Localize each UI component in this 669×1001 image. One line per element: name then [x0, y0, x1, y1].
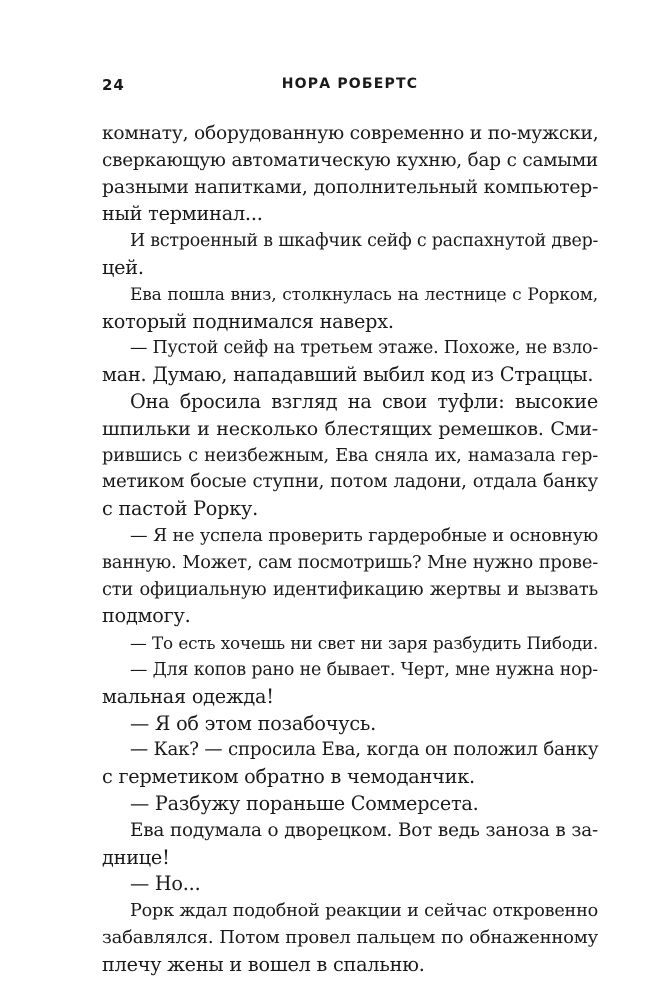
- text-line: цей.: [102, 255, 144, 279]
- text-line: сти официальную идентификацию жертвы и вызвать: [102, 578, 598, 600]
- text-line: — Для копов рано не бывает. Черт, мне нужна нор-: [130, 659, 598, 680]
- text-line: с герметиком обратно в чемоданчик.: [102, 765, 475, 789]
- text-line: метиком босые ступни, потом ладони, отдала банку: [102, 471, 598, 493]
- text-line: ный терминал...: [102, 202, 263, 226]
- text-line: ман. Думаю, нападавший выбил код из Страццы.: [102, 363, 594, 387]
- page-number: 24: [102, 76, 125, 94]
- text-line: ванную. Может, сам посмотришь? Мне нужно прове-: [102, 551, 598, 573]
- text-line: — Разбужу пораньше Соммерсета.: [130, 791, 479, 815]
- text-line: подмогу.: [102, 604, 191, 628]
- text-line: — То есть хочешь ни свет ни заря разбудить Пибоди.: [130, 633, 598, 654]
- text-line: плечу жены и вошел в спальню.: [102, 952, 425, 976]
- text-line: Она бросила взгляд на свои туфли: высокие: [130, 389, 598, 413]
- text-line: который поднимался наверх.: [102, 309, 394, 333]
- text-line: сверкающую автоматическую кухню, бар с самыми: [102, 149, 598, 171]
- text-line: И встроенный в шкафчик сейф с распахнутой двер-: [130, 231, 599, 252]
- running-head-author: НОРА РОБЕРТС: [281, 76, 419, 92]
- text-line: Рорк ждал подобной реакции и сейчас откровенно: [130, 901, 598, 922]
- page-header: [102, 76, 598, 100]
- text-line: — Но...: [130, 872, 201, 896]
- text-line: мальная одежда!: [102, 684, 274, 708]
- text-line: с пастой Рорку.: [102, 497, 258, 521]
- text-line: Ева подумала о дворецком. Вот ведь заноза в за-: [130, 819, 598, 841]
- text-line: — Как? — спросила Ева, когда он положил банку: [130, 739, 599, 761]
- text-line: днице!: [102, 845, 170, 869]
- text-line: Ева пошла вниз, столкнулась на лестнице с Рорком,: [130, 284, 598, 305]
- text-line: рившись с неизбежным, Ева сняла их, намазала гер-: [102, 444, 598, 466]
- body-text: [102, 121, 598, 979]
- text-line: — Пустой сейф на третьем этаже. Похоже, не взло-: [130, 338, 598, 359]
- text-line: — Я не успела проверить гардеробные и основную: [130, 525, 598, 546]
- text-line: разными напитками, дополнительный компьютер-: [102, 176, 599, 198]
- text-line: забавлялся. Потом провел пальцем по обнаженному: [102, 926, 598, 948]
- text-line: комнату, оборудованную современно и по-мужски,: [102, 123, 599, 144]
- text-line: шпильки и несколько блестящих ремешков. Сми-: [102, 417, 598, 440]
- text-line: — Я об этом позабочусь.: [130, 711, 377, 735]
